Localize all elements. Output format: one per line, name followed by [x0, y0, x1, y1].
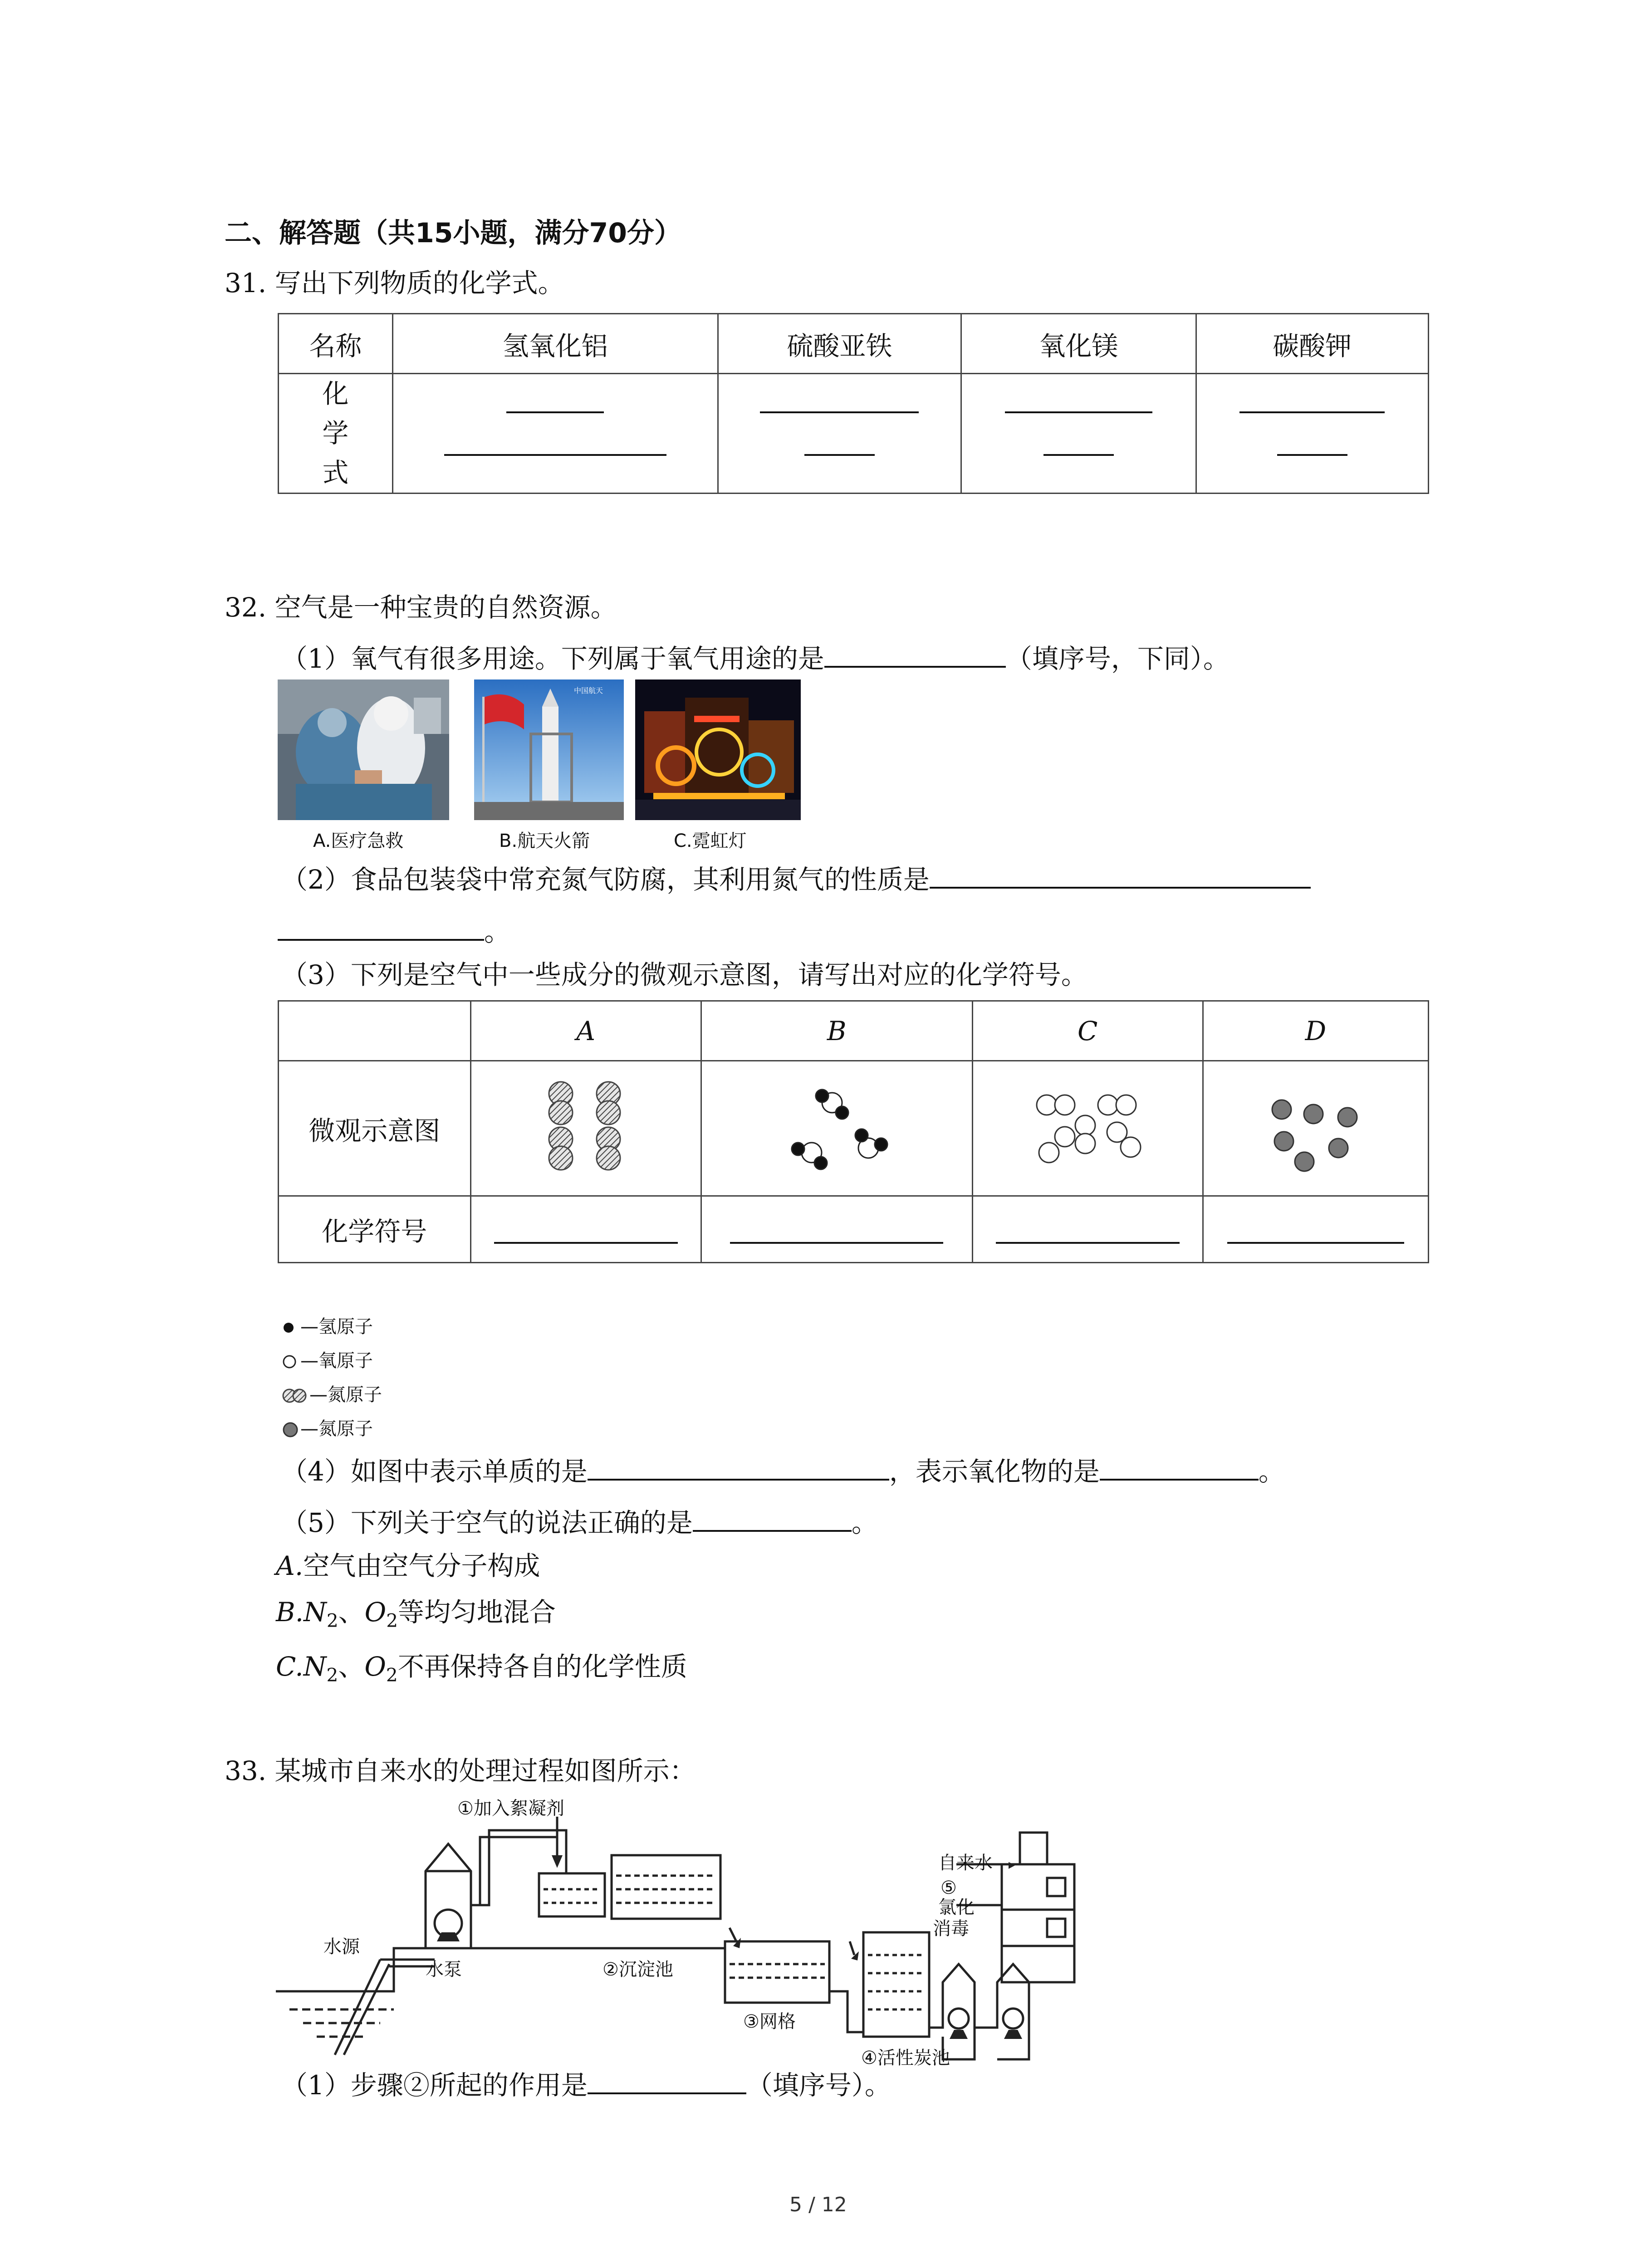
q31-header-name: 名称 [279, 314, 393, 374]
q32-part1: （1）氧气有很多用途。下列属于氧气用途的是 （填序号，下同）。 [281, 641, 1230, 675]
photo-caption-b: B.航天火箭 [499, 831, 590, 851]
q32-part4: （4）如图中表示单质的是 ，表示氧化物的是 。 [281, 1454, 1285, 1488]
q32-part5-blank[interactable] [693, 1505, 852, 1532]
q32-col-a: A [470, 1001, 701, 1061]
q32-col-b: B [701, 1001, 972, 1061]
q31-name-1: 氢氧化铝 [392, 314, 718, 374]
water-treatment-diagram [276, 1792, 1088, 2068]
q32-part2-blank-2[interactable] [278, 914, 484, 941]
q32-option-b: $B.N_2$、$O_2$等均匀地混合 [276, 1597, 556, 1632]
neon-lights-photo [635, 679, 801, 820]
q33-part1: （1）步骤②所起的作用是 （填序号）。 [281, 2068, 891, 2102]
q32-symbol-answer-d[interactable] [1203, 1196, 1428, 1263]
label-carbon: ④活性炭池 [861, 2048, 950, 2068]
q31-name-3: 氧化镁 [961, 314, 1196, 374]
label-grid: ③网格 [743, 2011, 796, 2032]
q32-option-a: A.空气由空气分子构成 [276, 1550, 540, 1581]
q32-part2-blank-1[interactable] [930, 862, 1311, 889]
q33-part1-blank[interactable] [588, 2068, 746, 2094]
micro-diagram-d [1203, 1061, 1428, 1196]
legend-nitrogen-gray: —氮原子 [282, 1414, 373, 1440]
q32-col-c: C [972, 1001, 1203, 1061]
micro-diagram-b [701, 1061, 972, 1196]
q31-name-2: 硫酸亚铁 [718, 314, 961, 374]
legend-hydrogen: —氢原子 [282, 1312, 373, 1338]
rocket-photo-text: 中国航天 [574, 686, 603, 695]
q31-answer-3[interactable] [961, 374, 1196, 494]
q32-stem: 32. 空气是一种宝贵的自然资源。 [225, 592, 617, 623]
rocket-launch-photo [474, 679, 624, 820]
q33-stem: 33. 某城市自来水的处理过程如图所示： [225, 1755, 696, 1786]
q31-header-formula: 化学式 [279, 374, 393, 494]
q31-name-4: 碳酸钾 [1196, 314, 1428, 374]
q31-stem: 31. 写出下列物质的化学式。 [225, 268, 564, 298]
label-tap-water: 自来水 [938, 1853, 993, 1873]
q31-answer-2[interactable] [718, 374, 961, 494]
legend-oxygen: —氧原子 [282, 1346, 373, 1372]
q32-col-d: D [1203, 1001, 1428, 1061]
label-chlorination-1: 氯化 [938, 1897, 975, 1918]
q31-table [278, 313, 1429, 494]
label-pump: 水泵 [426, 1959, 462, 1980]
q32-micro-table [278, 1000, 1429, 1263]
q32-table-corner [279, 1001, 471, 1061]
q32-part1-blank[interactable] [824, 641, 1006, 668]
q32-part4-blank-2[interactable] [1100, 1454, 1259, 1481]
micro-diagram-c [972, 1061, 1203, 1196]
q32-part5: （5）下列关于空气的说法正确的是 。 [281, 1505, 878, 1539]
micro-diagram-a [470, 1061, 701, 1196]
q32-row-symbol-label: 化学符号 [279, 1196, 471, 1263]
q32-part3: （3）下列是空气中一些成分的微观示意图，请写出对应的化学符号。 [281, 959, 1087, 990]
label-step5: ⑤ [941, 1877, 957, 1898]
q32-part2: （2）食品包装袋中常充氮气防腐，其利用氮气的性质是 [281, 862, 1311, 896]
medical-surgery-photo [278, 679, 449, 820]
q32-part2-cont: 。 [278, 914, 510, 948]
q32-part4-blank-1[interactable] [588, 1454, 889, 1481]
q32-row-micro-label: 微观示意图 [279, 1061, 471, 1196]
label-chlorination-2: 消毒 [933, 1918, 969, 1939]
q32-symbol-answer-b[interactable] [701, 1196, 972, 1263]
photo-caption-a: A.医疗急救 [313, 831, 404, 851]
label-water-source: 水源 [323, 1936, 360, 1957]
label-flocculant: ①加入絮凝剂 [457, 1798, 564, 1819]
q32-symbol-answer-c[interactable] [972, 1196, 1203, 1263]
q31-answer-4[interactable] [1196, 374, 1428, 494]
legend-nitrogen-hatched: —氮原子 [282, 1380, 382, 1406]
photo-caption-c: C.霓虹灯 [674, 831, 747, 851]
q31-answer-1[interactable] [392, 374, 718, 494]
section-title: 二、解答题（共15小题，满分70分） [225, 217, 681, 249]
page-number: 5 / 12 [789, 2193, 847, 2216]
label-sedimentation: ②沉淀池 [603, 1959, 673, 1980]
q32-symbol-answer-a[interactable] [470, 1196, 701, 1263]
q32-option-c: $C.N_2$、$O_2$不再保持各自的化学性质 [276, 1651, 687, 1686]
